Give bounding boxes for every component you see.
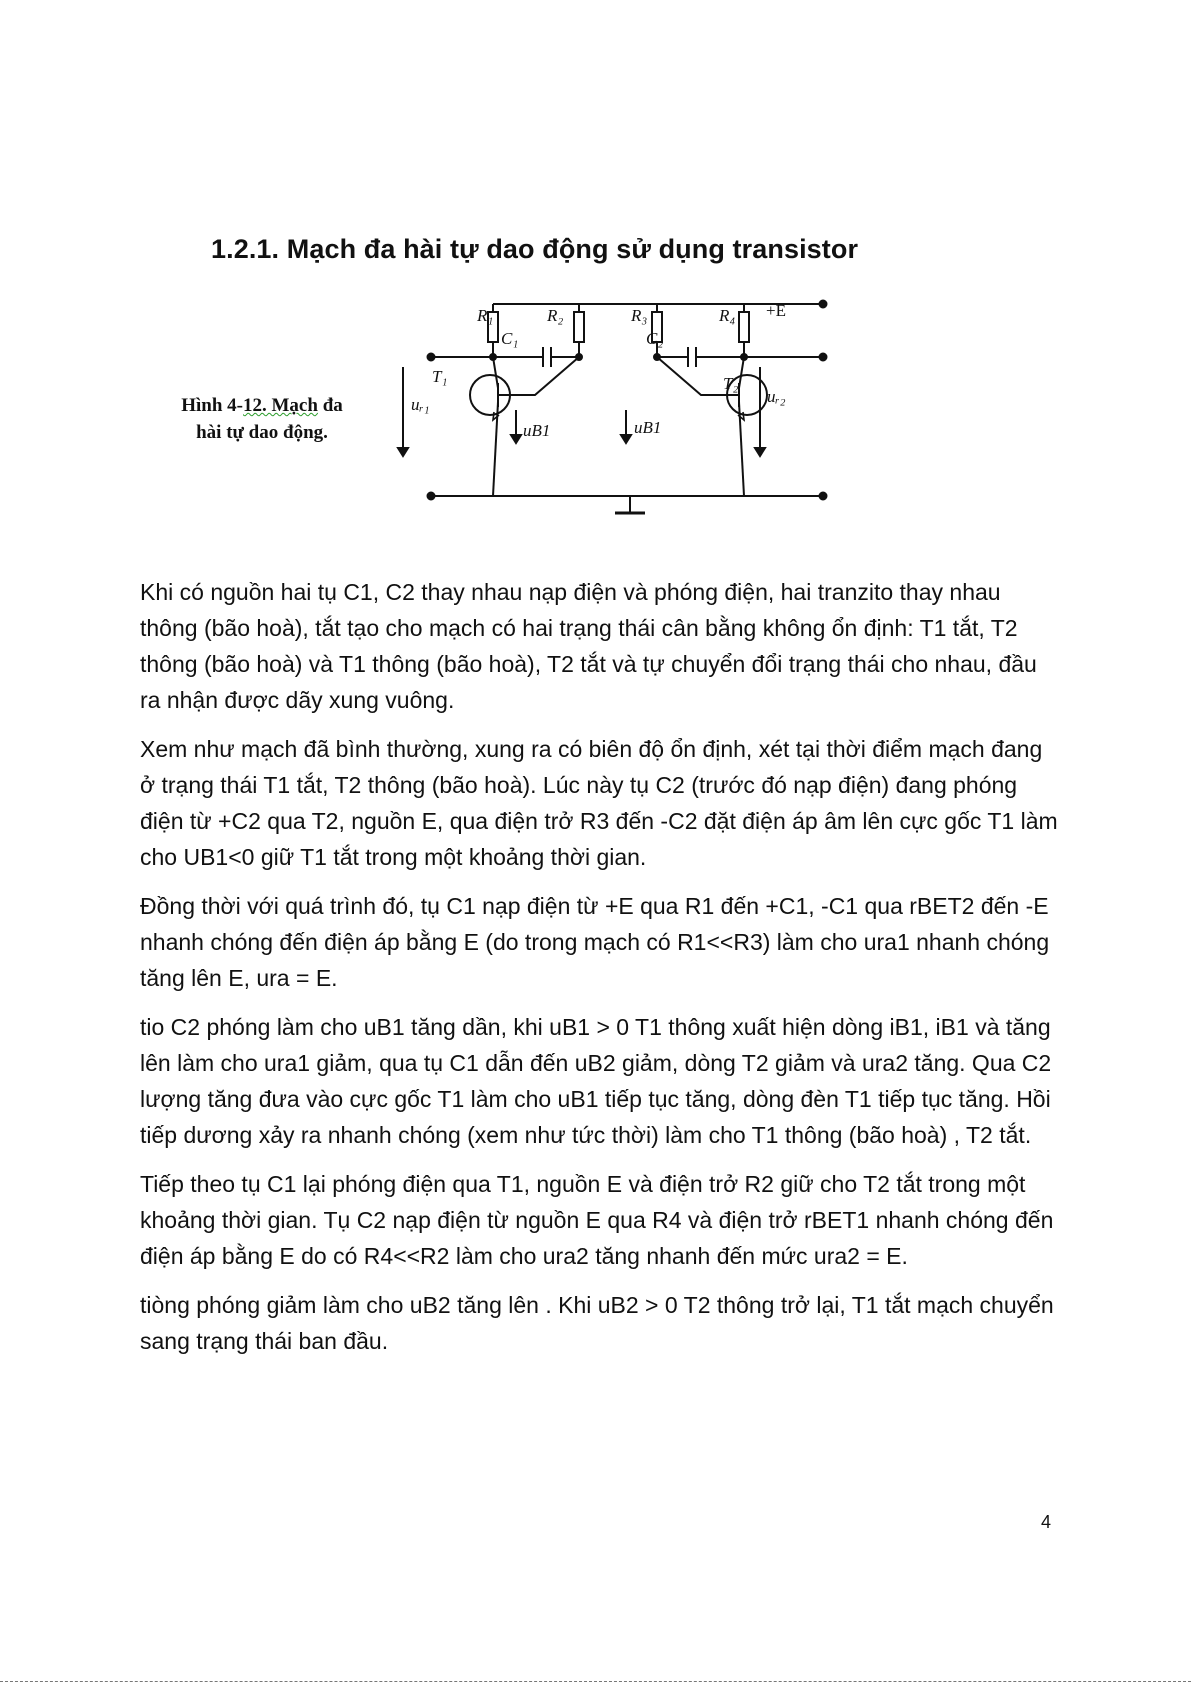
figure-caption-line2: hài tự dao động. [196,422,328,443]
label-r3: R₃ [631,306,648,325]
label-c2: C₂ [646,329,664,348]
label-t2: T₂ [723,374,739,393]
label-r2: R₂ [547,306,564,325]
label-ub1-right: uB1 [634,418,662,437]
figure-caption-part3: đa [317,395,343,416]
label-c1: C₁ [501,329,519,348]
ground-right-terminal [820,493,827,500]
section-heading: 1.2.1. Mạch đa hài tự dao động sử dụng transistor [211,234,859,264]
paragraph: tio C2 phóng làm cho uB1 tăng dần, khi uB1 > 0 T1 thông xuất hiện dòng iB1, iB1 và tăng lên làm cho ura1 giảm, qua tụ C1 dẫn đến uB2 giảm, dòng T2 giảm và ura2 tăng. Qua C2 lượng tăng đưa vào cực gốc T1 làm cho uB1 tiếp tục tăng, dòng đèn T1 tiếp tục tăng. Hồi tiếp dương xảy ra nhanh chóng (xem như tức thời) làm cho T1 thông (bão hoà) , T2 tắt. [140,1014,1052,1148]
label-r4: R₄ [719,306,736,325]
label-r1: R₁ [477,306,494,325]
label-ub1-left: uB1 [523,421,551,440]
figure-caption [162,392,362,446]
ub1-right-arrow-icon [621,435,631,443]
page-bottom-rule [0,1681,1191,1682]
label-ur2: uᵣ₂ [767,387,786,406]
label-supply: +E [766,301,786,320]
resistor-r4 [739,312,749,342]
label-ur1: uᵣ₁ [411,395,430,414]
figure-caption-part1: Hình 4- [181,395,243,416]
paragraph: Tiếp theo tụ C1 lại phóng điện qua T1, nguồn E và điện trở R2 giữ cho T2 tắt trong một khoảng thời gian. Tụ C2 nạp điện từ nguồn E qua R4 và điện trở rBET1 nhanh chóng đến điện áp bằng E do có R4<<R2 làm cho ura2 tăng nhanh đến mức ura2 = E. [140,1171,1054,1269]
ur2-arrow-icon [755,448,765,456]
ur1-arrow-icon [398,448,408,456]
resistor-r2 [574,312,584,342]
supply-terminal [820,301,827,308]
paragraph: Đồng thời với quá trình đó, tụ C1 nạp điện từ +E qua R1 đến +C1, -C1 qua rBET2 đến -E nhanh chóng đến điện áp bằng E (do trong mạch có R1<<R3) làm cho ura1 nhanh chóng tăng lên E, ura = E. [140,893,1050,991]
circuit-figure [150,290,870,530]
output-right-terminal [820,354,827,361]
output-left-terminal [428,354,435,361]
page-number: 4 [1040,1512,1051,1532]
figure-caption-part2: 12. Mạch [243,395,318,416]
ub1-left-arrow-icon [511,435,521,443]
ground-left-terminal [428,493,435,500]
paragraph: Xem như mạch đã bình thường, xung ra có biên độ ổn định, xét tại thời điểm mạch đang ở trạng thái T1 tắt, T2 thông (bão hoà). Lúc này tụ C2 (trước đó nạp điện) đang phóng điện từ +C2 qua T2, nguồn E, qua điện trở R3 đến -C2 đặt điện áp âm lên cực gốc T1 làm cho UB1<0 giữ T1 tắt trong một khoảng thời gian. [140,736,1058,870]
paragraph: tiòng phóng giảm làm cho uB2 tăng lên . Khi uB2 > 0 T2 thông trở lại, T1 tắt mạch chuyển sang trạng thái ban đầu. [140,1292,1054,1354]
cross-link-c1-t1 [518,357,579,395]
paragraph: Khi có nguồn hai tụ C1, C2 thay nhau nạp điện và phóng điện, hai tranzito thay nhau thông (bão hoà), tắt tạo cho mạch có hai trạng thái cân bằng không ổn định: T1 tắt, T2 thông (bão hoà) và T1 thông (bão hoà), T2 tắt và tự chuyển đổi trạng thái cho nhau, đầu ra nhận được dãy xung vuông. [140,579,1037,713]
body-text [140,574,1060,1372]
label-t1: T₁ [432,367,448,386]
